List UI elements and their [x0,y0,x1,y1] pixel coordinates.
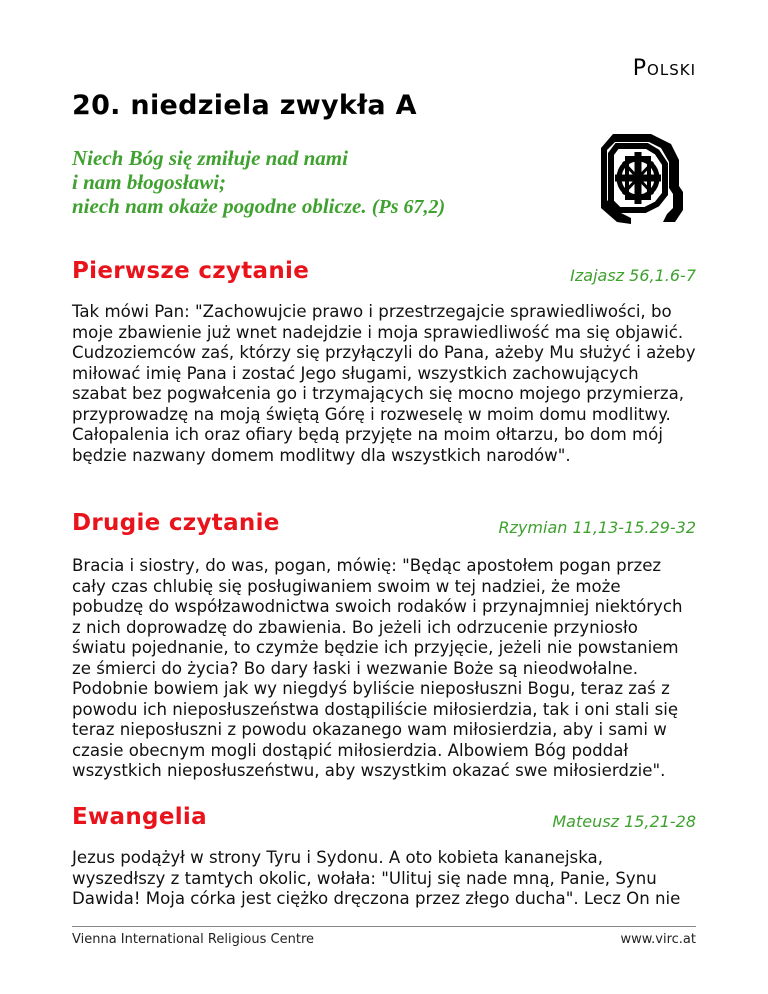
section-reference: Izajasz 56,1.6-7 [570,266,696,285]
section-text: Jezus podążył w strony Tyru i Sydonu. A oto kobieta kananejska, wyszedłszy z tamtych okolic, wołała: "Ulituj się nade mną, Panie, Synu Dawida! Moja córka jest ciężko dręczona przez złego ducha". Lecz On nie [72,848,681,908]
verse-line: i nam błogosławi; [72,170,227,194]
section-title: Ewangelia [72,804,207,830]
gospel-section [72,804,696,910]
section-text: Bracia i siostry, do was, pogan, mówię: "Będąc apostołem pogan przez cały czas chlubię się posługiwaniem swoim w tej nadziei, że może pobudzę do współzawodnictwa swoich rodaków i przynajmniej niektórych z nich doprowadzę do zbawienia. Bo jeżeli ich odrzucenie przyniosło światu pojednanie, to czymże będzie ich przyjęcie, jeżeli nie powstaniem ze śmierci do życia? Bo dary łaski i wezwanie Boże są nieodwołalne. Podobnie bowiem jak wy niegdyś byliście nieposłuszni Bogu, teraz zaś z powodu ich nieposłuszeństwa dostąpiliście miłosierdzia, tak i oni stali się teraz nieposłuszni z powodu okazanego wam miłosierdzia, aby i sami w czasie obecnym mogli dostąpić miłosierdzia. Albowiem Bóg poddał wszystkich nieposłuszeństwu, aby wszystkim okazać swe miłosierdzie". [72,556,683,780]
section-reference: Rzymian 11,13-15.29-32 [498,518,696,537]
section-text: Tak mówi Pan: "Zachowujcie prawo i przestrzegajcie sprawiedliwości, bo moje zbawienie już wnet nadejdzie i moja sprawiedliwość ma się objawić. Cudzoziemców zaś, którzy się przyłączyli do Pana, ażeby Mu służyć i ażeby miłować imię Pana i zostać Jego sługami, wszystkich zachowujących szabat bez pogwałcenia go i trzymających się mocno mojego przymierza, przyprowadzę na moją świętą Górę i rozweselę w moim domu modlitwy. Całopalenia ich oraz ofiary będą przyjęte na moim ołtarzu, bo dom mój będzie nazwany domem modlitwy dla wszystkich narodów". [72,302,696,465]
section-reference: Mateusz 15,21-28 [552,812,696,831]
footer-website-link[interactable]: www.virc.at [620,932,696,947]
second-reading-section [72,510,696,782]
footer-divider [72,926,696,927]
verse-line: Niech Bóg się zmiłuje nad nami [72,146,348,170]
verse-line: niech nam okaże pogodne oblicze. [72,194,367,218]
section-title: Pierwsze czytanie [72,258,310,284]
footer-organization: Vienna International Religious Centre [72,932,314,947]
virc-logo-icon [595,128,687,228]
first-reading-section [72,258,696,466]
section-title: Drugie czytanie [72,510,280,536]
opening-verse [72,146,562,219]
verse-reference: (Ps 67,2) [371,196,446,218]
language-label: Polski [632,56,696,81]
page-title: 20. niedziela zwykła A [72,90,417,121]
